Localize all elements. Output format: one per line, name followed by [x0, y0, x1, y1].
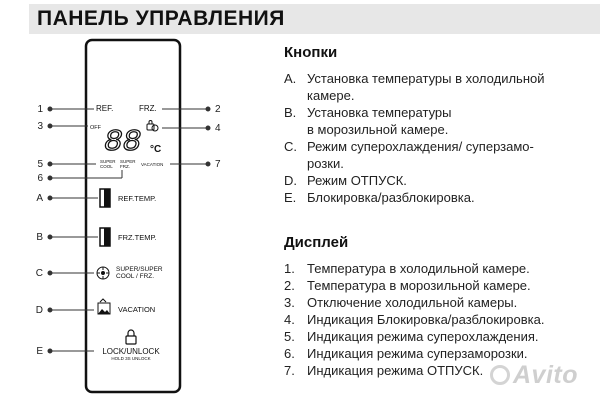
- callout-c: C: [35, 268, 43, 279]
- fan-icon: [97, 267, 109, 279]
- list-text: Индикация Блокировка/разблокировка.: [307, 312, 545, 327]
- callout-dot-d: [48, 308, 52, 312]
- list-item: [284, 345, 545, 362]
- display-heading: Дисплей: [284, 234, 349, 251]
- callout-dot-5: [48, 162, 52, 166]
- avito-logo-icon: [490, 365, 510, 385]
- callout-7: 7: [215, 159, 221, 170]
- watermark-text: Avito: [513, 361, 578, 389]
- ref-temp-label: REF.TEMP.: [118, 194, 157, 203]
- callout-dot-7: [206, 162, 210, 166]
- super-frz-indicator-bottom: FRZ.: [120, 164, 130, 169]
- callout-3: 3: [37, 121, 43, 132]
- temperature-unit: °C: [150, 144, 162, 155]
- list-item: [284, 70, 545, 104]
- list-item: [284, 104, 545, 138]
- super-mode-button[interactable]: [97, 266, 163, 280]
- callout-6: 6: [37, 173, 43, 184]
- frz-label: FRZ.: [139, 104, 157, 113]
- list-text: Установка температуры в холодильной: [307, 71, 545, 86]
- list-marker: C.: [284, 139, 297, 154]
- callout-dot-4: [206, 126, 210, 130]
- list-marker: 3.: [284, 295, 295, 310]
- lock-unlock-label: LOCK/UNLOCK: [102, 347, 160, 356]
- vacation-indicator: VACATION: [141, 162, 164, 167]
- list-text: Отключение холодильной камеры.: [307, 295, 518, 310]
- callout-dot-1: [48, 107, 52, 111]
- vacation-label: VACATION: [118, 305, 156, 314]
- list-marker: 2.: [284, 278, 295, 293]
- callout-dot-e: [48, 349, 52, 353]
- callout-dot-3: [48, 124, 52, 128]
- list-text: Индикация режима ОТПУСК.: [307, 363, 484, 378]
- list-marker: D.: [284, 173, 297, 188]
- list-item: [284, 294, 545, 311]
- callout-1: 1: [37, 104, 43, 115]
- avito-watermark: [490, 361, 600, 391]
- list-marker: E.: [284, 190, 297, 205]
- list-text: Режим ОТПУСК.: [307, 173, 407, 188]
- list-item: [284, 172, 545, 189]
- list-item: [284, 260, 545, 277]
- super-cool-indicator-bottom: COOL: [100, 164, 113, 169]
- list-text: Температура в морозильной камере.: [307, 278, 531, 293]
- callout-dot-b: [48, 235, 52, 239]
- callout-dot-c: [48, 271, 52, 275]
- buttons-heading: Кнопки: [284, 44, 338, 61]
- list-marker: 4.: [284, 312, 295, 327]
- list-marker: A.: [284, 71, 297, 86]
- list-text: розки.: [307, 156, 344, 171]
- list-marker: 6.: [284, 346, 295, 361]
- list-text: Режим суперохлаждения/ суперзамо-: [307, 139, 534, 154]
- list-text: Индикация режима суперохлаждения.: [307, 329, 539, 344]
- callout-4: 4: [215, 123, 221, 134]
- callout-d: D: [35, 305, 43, 316]
- buttons-list: [284, 70, 545, 206]
- callout-e: E: [36, 346, 43, 357]
- list-text: в морозильной камере.: [307, 122, 449, 137]
- super-mode-label-bottom: COOL / FRZ.: [116, 273, 155, 280]
- callout-2: 2: [215, 104, 221, 115]
- list-item: [284, 328, 545, 345]
- temperature-digits: 88: [104, 125, 142, 160]
- list-text: Температура в холодильной камере.: [307, 261, 530, 276]
- list-item: [284, 138, 545, 172]
- list-text: камере.: [307, 88, 355, 103]
- super-mode-label-top: SUPER/SUPER: [116, 266, 163, 273]
- list-item: [284, 311, 545, 328]
- super-cool-indicator-top: SUPER: [100, 159, 116, 164]
- callout-a: A: [36, 193, 43, 204]
- list-text: Блокировка/разблокировка.: [307, 190, 475, 205]
- list-marker: 1.: [284, 261, 295, 276]
- list-item: [284, 277, 545, 294]
- list-item: [284, 189, 545, 206]
- callout-5: 5: [37, 159, 43, 170]
- ref-label: REF.: [96, 104, 114, 113]
- panel-frame: [86, 40, 180, 392]
- callout-dot-2: [206, 107, 210, 111]
- list-marker: 5.: [284, 329, 295, 344]
- list-text: Установка температуры: [307, 105, 452, 120]
- list-text: Индикация режима суперзаморозки.: [307, 346, 528, 361]
- super-frz-indicator-top: SUPER: [120, 159, 136, 164]
- lock-hint-label: HOLD 3S UNLOCK: [111, 356, 151, 361]
- callout-dot-a: [48, 196, 52, 200]
- list-marker: B.: [284, 105, 297, 120]
- list-marker: 7.: [284, 363, 295, 378]
- frz-temp-label: FRZ.TEMP.: [118, 233, 157, 242]
- off-label: OFF: [90, 125, 101, 131]
- page-title: ПАНЕЛЬ УПРАВЛЕНИЯ: [37, 7, 285, 30]
- callout-b: B: [36, 232, 43, 243]
- callout-dot-6: [48, 176, 52, 180]
